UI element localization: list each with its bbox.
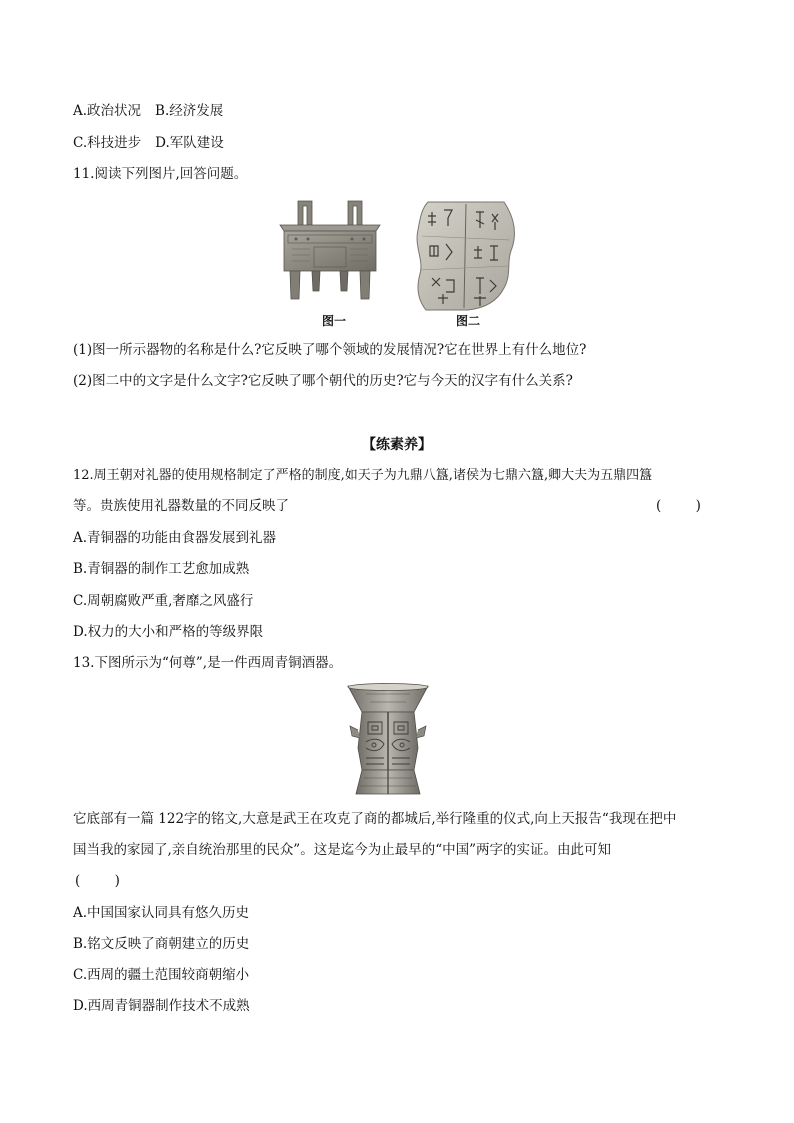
figure-2-caption: 图二 [456, 314, 481, 328]
q13-text-line-2: 国当我的家园了,亲自统治那里的民众”。这是迄今为止最早的“中国”两字的实证。由此可知 [73, 842, 611, 858]
q11-subquestion-1: (1)图一所示器物的名称是什么?它反映了哪个领域的发展情况?它在世界上有什么地位? [73, 342, 587, 358]
q12-answer-blank: ( ) [656, 498, 701, 514]
q12-stem-line-2: 等。贵族使用礼器数量的不同反映了 [73, 498, 289, 514]
q13-answer-blank: ( ) [75, 873, 120, 889]
q10-option-b: B.经济发展 [155, 103, 224, 119]
q13-option-b: B.铭文反映了商朝建立的历史 [73, 936, 250, 952]
q12-stem-line-1: 12.周王朝对礼器的使用规格制定了严格的制度,如天子为九鼎八簋,诸侯为七鼎六簋,卿大夫为五鼎四簋 [73, 468, 653, 483]
q12-option-d: D.权力的大小和严格的等级界限 [73, 624, 264, 640]
q12-option-c: C.周朝腐败严重,奢靡之风盛行 [73, 593, 254, 609]
q12-option-b: B.青铜器的制作工艺愈加成熟 [73, 561, 250, 577]
q13-option-c: C.西周的疆土范围较商朝缩小 [73, 967, 250, 983]
q10-option-a: A.政治状况 [73, 103, 142, 119]
q13-option-d: D.西周青铜器制作技术不成熟 [73, 998, 250, 1014]
q10-option-c: C.科技进步 [73, 135, 142, 151]
q10-option-d: D.军队建设 [155, 135, 224, 151]
q11-subquestion-2: (2)图二中的文字是什么文字?它反映了哪个朝代的历史?它与今天的汉字有什么关系? [73, 373, 573, 389]
bronze-ding-image [274, 195, 386, 307]
q13-option-a: A.中国国家认同具有悠久历史 [73, 905, 250, 921]
q10-options-row-1 [73, 105, 223, 119]
q13-text-line-1: 它底部有一篇 122字的铭文,大意是武王在攻克了商的都城后,举行隆重的仪式,向上天报告“我现在把中 [73, 811, 677, 827]
q11-stem: 11.阅读下列图片,回答问题。 [73, 166, 248, 182]
q12-option-a: A.青铜器的功能由食器发展到礼器 [73, 530, 277, 546]
oracle-bone-image [408, 200, 520, 312]
section-heading: 【练素养】 [362, 437, 432, 453]
figure-1-caption: 图一 [322, 314, 347, 328]
q10-options-row-2 [73, 137, 224, 151]
q13-stem: 13.下图所示为“何尊”,是一件西周青铜酒器。 [73, 655, 343, 671]
he-zun-vessel-image [344, 682, 432, 802]
